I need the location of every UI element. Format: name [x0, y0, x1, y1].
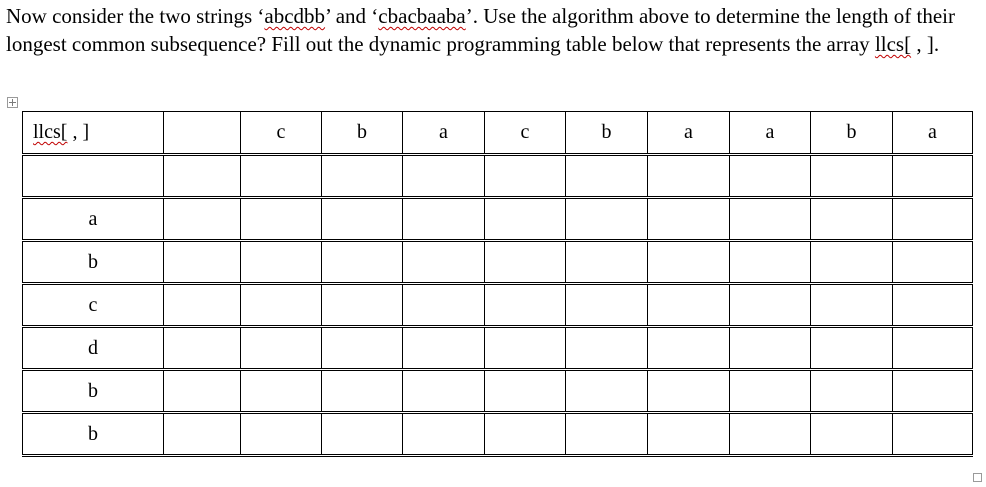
table-cell[interactable]	[403, 327, 485, 370]
table-cell[interactable]	[811, 327, 893, 370]
table-cell[interactable]	[893, 413, 973, 456]
table-cell[interactable]	[566, 327, 648, 370]
table-cell[interactable]	[403, 413, 485, 456]
table-cell[interactable]	[241, 155, 322, 198]
row-header-cell[interactable]: a	[23, 198, 164, 241]
table-row	[23, 413, 973, 456]
table-cell[interactable]	[164, 284, 241, 327]
table-cell[interactable]	[648, 241, 730, 284]
column-header-cell[interactable]: a	[893, 112, 973, 155]
table-cell[interactable]	[403, 284, 485, 327]
table-cell[interactable]	[164, 413, 241, 456]
corner-array-name: llcs[	[33, 121, 68, 143]
table-cell[interactable]	[322, 284, 403, 327]
table-cell[interactable]	[241, 370, 322, 413]
table-cell[interactable]	[730, 198, 811, 241]
table-cell[interactable]	[485, 155, 566, 198]
array-name: llcs[	[874, 32, 912, 56]
string-two: cbacbaaba	[378, 4, 466, 28]
row-header-cell[interactable]: c	[23, 284, 164, 327]
table-cell[interactable]	[322, 413, 403, 456]
question-part-4: , ].	[911, 32, 940, 56]
table-header-row	[23, 112, 973, 155]
row-header-cell[interactable]: b	[23, 241, 164, 284]
table-row	[23, 155, 973, 198]
row-header-cell[interactable]: d	[23, 327, 164, 370]
table-cell[interactable]	[241, 198, 322, 241]
table-cell[interactable]	[485, 198, 566, 241]
corner-index-brackets: , ]	[67, 121, 90, 143]
column-header-cell[interactable]: b	[566, 112, 648, 155]
table-cell[interactable]	[566, 284, 648, 327]
table-cell[interactable]	[322, 198, 403, 241]
table-cell[interactable]	[566, 241, 648, 284]
table-cell[interactable]	[241, 327, 322, 370]
table-cell[interactable]	[322, 241, 403, 284]
table-cell[interactable]	[403, 241, 485, 284]
table-cell[interactable]	[241, 284, 322, 327]
column-header-cell[interactable]: b	[322, 112, 403, 155]
table-row	[23, 370, 973, 413]
table-cell[interactable]	[485, 327, 566, 370]
question-part-3: ’. Use the algorithm above to determine the length of their longest common subsequence? Fill out the dynamic programming table below that represents the array	[6, 4, 955, 56]
table-cell[interactable]	[648, 327, 730, 370]
row-header-cell[interactable]	[23, 155, 164, 198]
table-cell[interactable]	[566, 155, 648, 198]
table-cell[interactable]	[893, 284, 973, 327]
table-move-handle-icon[interactable]	[7, 97, 18, 108]
table-cell[interactable]	[403, 198, 485, 241]
table-row	[23, 284, 973, 327]
table-cell[interactable]	[403, 155, 485, 198]
question-part-1: Now consider the two strings ‘	[6, 4, 265, 28]
table-cell[interactable]	[730, 155, 811, 198]
table-cell[interactable]	[164, 155, 241, 198]
table-cell[interactable]	[322, 327, 403, 370]
question-text	[6, 2, 981, 58]
table-cell[interactable]	[730, 241, 811, 284]
table-cell[interactable]	[485, 241, 566, 284]
table-cell[interactable]	[403, 370, 485, 413]
table-cell[interactable]	[566, 198, 648, 241]
table-cell[interactable]	[811, 284, 893, 327]
table-cell[interactable]	[648, 284, 730, 327]
question-part-2: ’ and ‘	[325, 4, 379, 28]
table-cell[interactable]	[730, 327, 811, 370]
table-cell[interactable]	[648, 155, 730, 198]
table-cell[interactable]	[811, 413, 893, 456]
column-header-cell[interactable]	[164, 112, 241, 155]
table-cell[interactable]	[566, 370, 648, 413]
dp-table	[22, 111, 973, 457]
table-cell[interactable]	[811, 241, 893, 284]
table-row	[23, 198, 973, 241]
table-cell[interactable]	[811, 155, 893, 198]
column-header-cell[interactable]: b	[811, 112, 893, 155]
table-cell[interactable]	[648, 413, 730, 456]
table-cell[interactable]	[164, 327, 241, 370]
table-cell[interactable]	[241, 413, 322, 456]
column-header-cell[interactable]: a	[648, 112, 730, 155]
table-row	[23, 241, 973, 284]
table-cell[interactable]	[164, 241, 241, 284]
table-corner-label[interactable]	[23, 112, 164, 155]
table-cell[interactable]	[485, 370, 566, 413]
table-row	[23, 327, 973, 370]
table-cell[interactable]	[730, 370, 811, 413]
table-cell[interactable]	[893, 370, 973, 413]
table-cell[interactable]	[893, 198, 973, 241]
column-header-cell[interactable]: a	[730, 112, 811, 155]
table-cell[interactable]	[164, 370, 241, 413]
table-cell[interactable]	[893, 155, 973, 198]
table-cell[interactable]	[893, 327, 973, 370]
table-cell[interactable]	[730, 284, 811, 327]
row-header-cell[interactable]: b	[23, 370, 164, 413]
table-cell[interactable]	[485, 413, 566, 456]
row-header-cell[interactable]: b	[23, 413, 164, 456]
table-cell[interactable]	[241, 241, 322, 284]
table-cell[interactable]	[811, 370, 893, 413]
table-cell[interactable]	[648, 370, 730, 413]
table-cell[interactable]	[811, 198, 893, 241]
column-header-cell[interactable]: a	[403, 112, 485, 155]
table-cell[interactable]	[648, 198, 730, 241]
table-cell[interactable]	[322, 370, 403, 413]
table-cell[interactable]	[893, 241, 973, 284]
table-cell[interactable]	[322, 155, 403, 198]
table-resize-handle-icon[interactable]	[973, 473, 982, 482]
table-cell[interactable]	[164, 198, 241, 241]
string-one: abcdbb	[264, 4, 326, 28]
table-cell[interactable]	[485, 284, 566, 327]
table-cell[interactable]	[566, 413, 648, 456]
table-cell[interactable]	[730, 413, 811, 456]
column-header-cell[interactable]: c	[485, 112, 566, 155]
column-header-cell[interactable]: c	[241, 112, 322, 155]
